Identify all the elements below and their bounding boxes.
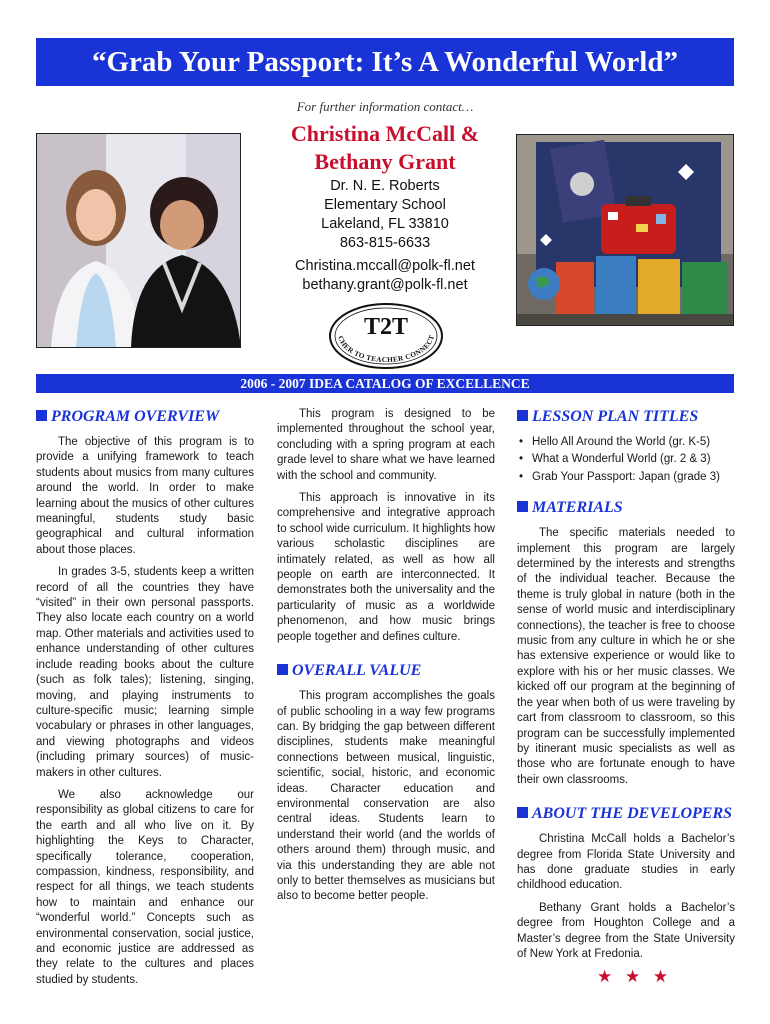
t2t-logo: [326, 302, 446, 370]
square-bullet-icon: [36, 410, 47, 421]
program-overview-paragraph-2: In grades 3-5, students keep a written record of all the countries they have “visited” in their own personal passports. They also locate each country on a world map. Other materials and activities used to enhance understanding of other cultures include reading books about the culture (such as folk tales); listening, singing, moving, and playing instruments to culture-specific music; learning simple vocabulary or phrases in other languages, and viewing photographs and videos (including primary sources) of music-makers in other cultures.: [36, 566, 254, 779]
program-overview-heading-text: PROGRAM OVERVIEW: [51, 408, 220, 425]
lesson-plan-heading: [517, 407, 735, 427]
email-link-bethany[interactable]: bethany.grant@polk-fl.net: [302, 277, 468, 293]
program-overview-heading: [36, 407, 254, 427]
list-item: [517, 452, 735, 467]
star-icons: ★ ★ ★: [597, 967, 673, 986]
overall-value-heading-text: OVERALL VALUE: [292, 662, 422, 680]
column-left: [36, 407, 254, 995]
contact-name-2: Bethany Grant: [314, 149, 456, 174]
address-phone: 863-815-6633: [339, 235, 431, 251]
materials-heading-text: MATERIALS: [532, 499, 623, 517]
square-bullet-icon: [517, 501, 528, 512]
overall-value-heading: [277, 661, 495, 681]
svg-text:TEACHER TO TEACHER CONNECTION: CHER TO TEACHER CONNECT: [336, 334, 437, 365]
t2t-logo-graphic: [326, 302, 446, 370]
lesson-plan-title: Hello All Around the World (gr. K-5): [532, 436, 711, 448]
title-banner: [36, 38, 734, 86]
contact-intro: For further information contact…: [296, 99, 474, 114]
contact-emails: [250, 257, 520, 295]
overall-value-paragraph: This program accomplishes the goals of public schooling in a way few programs can. By bridging the gap between different disciplines, students make meaningful connections between musical, linguistic, scientific, social, historic, and economic ideas. Character education and environmental conservation are also central ideas. Students learn to understand their world (and the worlds of others around them) through music, and via this understanding they are able not only to better themselves as musicians but also to become better people.: [277, 690, 495, 903]
developers-photo: [36, 133, 241, 348]
developers-photo-image: [36, 133, 241, 348]
column-right: [517, 407, 735, 969]
lesson-plan-title: What a Wonderful World (gr. 2 & 3): [532, 453, 711, 466]
lesson-plan-list: [517, 435, 735, 485]
materials-paragraph: The specific materials needed to implement this program are largely determined by the interests and strengths of the individual teacher. Because the theme is truly global in nature (both in the sense of world music and interdisciplinary connections), the teacher is free to choose music from any culture in which he or she has extensive experience or would like to explore with his or her music classes. We kicked off our program at the beginning of the year when both of us were traveling by cart from classroom to classroom, so this program can be successfully implemented by itinerant music specialists as well as those who are fortunate enough to have their own classrooms.: [517, 527, 735, 786]
middle-paragraph-1: This program is designed to be implemented throughout the school year, concluding with a spring program at each grade level to share what we have learned with the school and community.: [277, 408, 495, 482]
middle-paragraph-2: This approach is innovative in its comprehensive and integrative approach to school wide curriculum. It highlights how various scholastic disciplines are intimately related, as well as how all people on earth are interconnected. It demonstrates both the universality and the particularity of music as a worldwide phenomenon, and how music brings people together and defines culture.: [277, 492, 495, 643]
program-overview-paragraph-3: We also acknowledge our responsibility as global citizens to care for the earth and all who live on it. By highlighting the Keys to Character, specifically tolerance, cooperation, compassion, kindness, responsibility, and respect for all things, we teach students how to maintain and enhance our “wonderful world.” Concepts such as environmental conservation, social justice, and economic justice are addressed as they relate to the cultures and places studied by students.: [36, 788, 254, 986]
contact-address: [250, 177, 520, 253]
bullet-icon: •: [519, 453, 524, 466]
contact-name-1: Christina McCall &: [290, 121, 480, 146]
address-school-type: Elementary School: [324, 197, 446, 213]
materials-photo: [516, 134, 734, 326]
square-bullet-icon: [517, 410, 528, 421]
program-overview-paragraph-1: The objective of this program is to provide a unifying framework to teach students about musics from many cultures around the world. In order to make learning about the musics of other cultures meaningful, students study basic geographical and cultural information about those places.: [36, 436, 254, 556]
developers-paragraph-2: Bethany Grant holds a Bachelor’s degree from Houghton College and a Master’s degree from the State University of New York at Fredonia.: [517, 901, 735, 960]
svg-text:T2T: T2T: [363, 314, 409, 340]
square-bullet-icon: [277, 664, 288, 675]
page-title: “Grab Your Passport: It’s A Wonderful World”: [92, 46, 678, 78]
email-link-christina[interactable]: Christina.mccall@polk-fl.net: [295, 258, 475, 274]
square-bullet-icon: [517, 807, 528, 818]
developers-heading: [517, 804, 735, 824]
lesson-plan-heading-text: LESSON PLAN TITLES: [532, 408, 699, 425]
list-item: [517, 470, 735, 485]
contact-names: [250, 120, 520, 176]
developers-paragraph-1: Christina McCall holds a Bachelor’s degree from Florida State University and has done graduate studies in early childhood education.: [517, 833, 735, 892]
bullet-icon: •: [519, 436, 524, 448]
column-middle: [277, 407, 495, 912]
materials-photo-image: [516, 134, 734, 326]
list-item: [517, 435, 735, 450]
address-school: Dr. N. E. Roberts: [330, 178, 440, 194]
materials-heading: [517, 498, 735, 518]
catalog-banner: [36, 374, 734, 393]
address-city: Lakeland, FL 33810: [321, 216, 449, 232]
lesson-plan-title: Grab Your Passport: Japan (grade 3): [532, 470, 720, 483]
developers-heading-text: ABOUT THE DEVELOPERS: [532, 805, 733, 823]
bullet-icon: •: [519, 470, 524, 483]
catalog-title: 2006 - 2007 IDEA CATALOG OF EXCELLENCE: [240, 376, 530, 391]
